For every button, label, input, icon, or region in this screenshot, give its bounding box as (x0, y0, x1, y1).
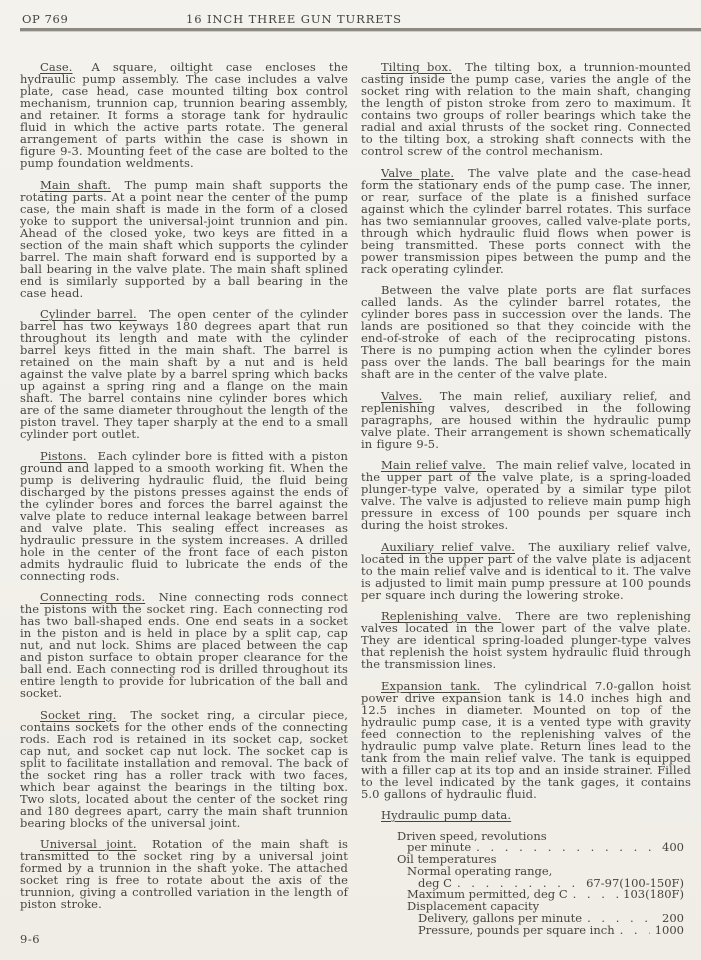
heading-main-relief-valve: Main relief valve. (381, 458, 487, 472)
paragraph-text: The main relief, auxiliary relief, and replenishing valves, described in the following paragraphs, are housed within the hydraulic pump valve plate. Their arrangement is shown schematically in figure 9-5. (361, 388, 691, 451)
heading-valve-plate: Valve plate. (381, 165, 455, 180)
heading-auxiliary-relief-valve: Auxiliary relief valve. (381, 539, 516, 554)
paragraph-text: The main relief valve, located in the upper part of the valve plate, is a spring-loaded plunger-type valve, operated by a similar type pilot valve. The valve is adjusted to relieve main pump high pressure in excess of 100 pounds per square inch during the hoist strokes. (361, 458, 691, 532)
paragraph-case (20, 61, 348, 169)
page-title: 16 INCH THREE GUN TURRETS (186, 12, 402, 26)
heading-connecting-rods: Connecting rods. (40, 590, 146, 604)
paragraph-valve-plate (361, 167, 691, 275)
heading-main-shaft: Main shaft. (40, 177, 112, 192)
paragraph-text: The cylindrical 7.0-gallon hoist power drive expansion tank is 14.0 inches high and 12.5 inches in diameter. Mounted on top of the hydraulic pump case, it is a vented type with gravity feed connection to the replenishing valves of the hydraulic pump valve plate. Return lines lead to the tank from the main relief valve. The tank is equipped with a filler cap at its top and an inside strainer. Filled to the level indicated by the tank gages, it contains 5.0 gallons of hydraulic fluid. (361, 678, 691, 801)
row-label: Maximum permitted, deg C (407, 887, 568, 902)
row-label: Displacement capacity (407, 899, 540, 914)
row-value: 1000 (654, 922, 684, 937)
paragraph-main-relief-valve (361, 459, 691, 531)
paragraph-text: Rotation of the main shaft is transmitted to the socket ring by a universal joint formed by a trunnion in the shaft yoke. The attached socket ring is free to rotate about the axis of the trunnion, giving a controlled variation in the length of piston stroke. (20, 837, 348, 911)
row-label: Normal operating range, (407, 863, 553, 878)
page-number: 9-6 (20, 932, 41, 946)
heading-universal-joint: Universal joint. (40, 837, 137, 851)
paragraph-replenishing-valve (361, 610, 691, 670)
paragraph-text: Nine connecting rods connect the pistons with the socket ring. Each connecting rod has two ball-shaped ends. One end seats in a socket in the piston and is held in place by a split cap, cap nut, and nut lock. Shims are placed between the cap and piston surface to obtain proper clearance for the ball end. Each connecting rod is drilled throughout its entire length to provide for lubrication of the ball and socket. (20, 590, 348, 700)
paragraph-connecting-rods (20, 591, 348, 699)
paragraph-text: The tilting box, a trunnion-mounted casting inside the pump case, varies the angle of the socket ring with relation to the main shaft, changing the length of piston stroke from zero to maximum. It contains two groups of roller bearings which take the radial and axial thrusts of the socket ring. Connected to the tilting box, a stroking shaft connects with the control screw of the control mechanism. (361, 60, 691, 158)
paragraph-universal-joint (20, 838, 348, 910)
pump-data-heading (361, 809, 691, 821)
header-rule (20, 28, 701, 31)
row-label: Delivery, gallons per minute (418, 911, 583, 926)
pump-data-table (361, 828, 691, 937)
paragraph-tilting-box (361, 61, 691, 157)
row-value: 103(180F) (623, 887, 684, 902)
paragraph-expansion-tank (361, 680, 691, 800)
paragraph-text: Between the valve plate ports are flat surfaces called lands. As the cylinder barrel rotates, the cylinder bores pass in succession over the lands. The lands are positioned so that they coincide with the end-of-stroke of each of the reciprocating pistons. There is no pumping action when the cylinder bores pass over the lands. The ball bearings for the main shaft are in the center of the valve plate. (361, 283, 691, 381)
heading-hydraulic-pump-data: Hydraulic pump data. (381, 808, 512, 822)
row-label: deg C (418, 875, 452, 890)
paragraph-text: The valve plate and the case-head form the stationary ends of the pump case. The inner, or rear, surface of the plate is a finished surface against which the cylinder barrel rotates. This surface has two semiannular grooves, called valve-plate ports, through which hydraulic fluid flows when power is being transmitted. These ports connect with the power transmission pipes between the pump and the rack operating cylinder. (361, 165, 691, 276)
dot-leader (573, 889, 619, 901)
text-columns (20, 61, 691, 937)
dot-leader (476, 842, 657, 854)
table-row (361, 922, 691, 937)
paragraph-valve-plate-lands (361, 284, 691, 380)
paragraph-text: The pump main shaft supports the rotating parts. At a point near the center of the pump case, the main shaft is made in the form of a closed yoke to support the universal-joint trunnion and pin. Ahead of the closed yoke, two keys are fitted in a section of the main shaft which supports the cylinder barrel. The main shaft forward end is supported by a ball bearing in the valve plate. The main shaft splined end is similarly supported by a ball bearing in the case head. (20, 177, 348, 300)
row-value: 400 (662, 840, 684, 855)
paragraph-text: The open center of the cylinder barrel has two keyways 180 degrees apart that run throughout its length and mate with the cylinder barrel keys fitted in the main shaft. The barrel is retained on the main shaft by a nut and is held against the valve plate by a barrel spring which backs up against a spring ring and a flange on the main shaft. The barrel contains nine cylinder bores which are of the same diameter throughout the length of the piston travel. They taper sharply at the end to a small cylinder port outlet. (20, 307, 348, 441)
row-label: Driven speed, revolutions (397, 828, 547, 843)
heading-pistons: Pistons. (40, 448, 87, 463)
doc-number: OP 769 (22, 12, 69, 26)
paragraph-text: A square, oiltight case encloses the hydraulic pump assembly. The case includes a valve plate, case head, case mounted tilting box control mechanism, trunnion cap, trunnion bearing assembly, and retainer. It forms a storage tank for hydraulic fluid in which the active parts rotate. The general arrangement of parts within the case is shown in figure 9-3. Mounting feet of the case are bolted to the pump foundation weldments. (20, 60, 348, 170)
paragraph-valves (361, 390, 691, 450)
right-column (361, 61, 691, 937)
heading-expansion-tank: Expansion tank. (381, 678, 481, 693)
heading-cylinder-barrel: Cylinder barrel. (40, 307, 137, 321)
paragraph-text: There are two replenishing valves located in the lower part of the valve plate. They are identical spring-loaded plunger-type valves that replenish the hoist system hydraulic fluid through the transmission lines. (361, 609, 691, 671)
left-column (20, 61, 348, 937)
paragraph-pistons (20, 450, 348, 582)
paragraph-text: The socket ring, a circular piece, contains sockets for the other ends of the connecting rods. Each rod is retained in its socket cap, socket cap nut, and socket cap nut lock. The socket cap is split to facilitate installation and removal. The back of the socket ring has a roller track with two faces, which bear against the bearings in the tilting box. Two slots, located about the center of the socket ring and 180 degrees apart, carry the main shaft trunnion bearing blocks of the universal joint. (20, 707, 349, 830)
row-label: Oil temperatures (397, 852, 497, 867)
heading-replenishing-valve: Replenishing valve. (381, 609, 502, 623)
heading-tilting-box: Tilting box. (381, 60, 452, 74)
dot-leader (620, 925, 650, 937)
heading-case: Case. (40, 60, 73, 74)
heading-valves: Valves. (381, 388, 423, 403)
row-value: 67-97(100-150F) (586, 875, 684, 890)
row-label: Pressure, pounds per square inch (418, 922, 615, 937)
paragraph-auxiliary-relief-valve (361, 541, 691, 601)
heading-socket-ring: Socket ring. (40, 707, 117, 722)
paragraph-text: Each cylinder bore is fitted with a piston ground and lapped to a smooth working fit. When the pump is delivering hydraulic fluid, the fluid being discharged by the pistons presses against the ends of the cylinder bores and forces the barrel against the valve plate to reduce internal leakage between barrel and valve plate. This sealing effect increases as hydraulic pressure in the system increases. A drilled hole in the center of the front face of each piston admits hydraulic fluid to lubricate the ends of the connecting rods. (20, 448, 348, 583)
row-value: 200 (662, 911, 684, 926)
paragraph-text: The auxiliary relief valve, located in the upper part of the valve plate is adjacent to the main relief valve and is identical to it. The valve is adjusted to limit main pump pressure at 100 pounds per square inch during the lowering stroke. (361, 539, 691, 602)
paragraph-main-shaft (20, 179, 348, 299)
paragraph-socket-ring (20, 709, 348, 829)
paragraph-cylinder-barrel (20, 308, 348, 440)
row-label: per minute (407, 840, 472, 855)
